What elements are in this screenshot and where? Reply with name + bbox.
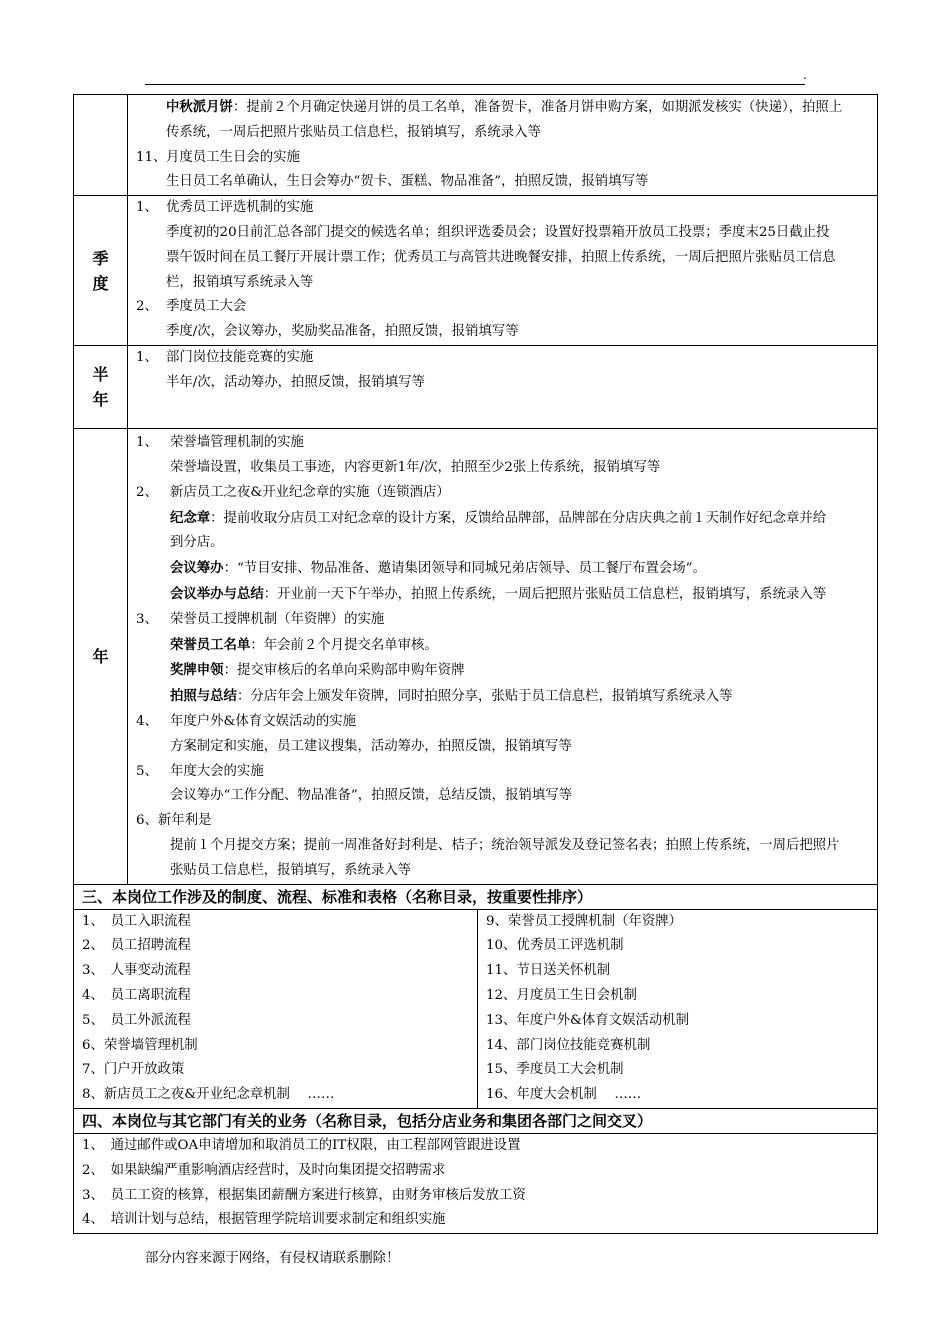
item-11-detail: 生日员工名单确认，生日会筹办“贺卡、蛋糕、物品准备”，拍照反馈，报销填写等 — [166, 174, 649, 190]
year-item-2-a: 纪念章：提前收取分店员工对纪念章的设计方案，反馈给品牌部，品牌部在分店庆典之前１天制作好纪念章并给 — [170, 509, 827, 526]
year-row — [74, 429, 878, 884]
list-item: 5、 员工外派流程 — [82, 1012, 191, 1028]
year-item-2-c: 会议举办与总结：开业前一天下午举办，拍照上传系统，一周后把照片张贴员工信息栏，报销填写，系统录入等 — [170, 585, 827, 602]
header-rule — [145, 84, 805, 85]
list-item: 4、 员工离职流程 — [82, 987, 191, 1003]
year-item-5-title: 5、 年度大会的实施 — [136, 763, 264, 779]
quarter-item-2-detail: 季度/次，会议筹办，奖励奖品准备，拍照反馈，报销填写等 — [166, 324, 519, 340]
year-item-4-title: 4、 年度户外&体育文娱活动的实施 — [136, 713, 356, 729]
period-year: 年 — [74, 429, 128, 884]
year-item-1-title: 1、 荣誉墙管理机制的实施 — [136, 435, 304, 451]
year-item-4-detail: 方案制定和实施，员工建议搜集，活动筹办，拍照反馈，报销填写等 — [170, 738, 572, 754]
quarter-row — [74, 196, 878, 346]
list-item: 10、优秀员工评选机制 — [486, 938, 624, 954]
quarter-item-1-detail-3: 栏，报销填写系统录入等 — [166, 274, 314, 290]
mid-autumn-line-2: 传系统，一周后把照片张贴员工信息栏，报销填写，系统录入等 — [166, 124, 541, 140]
list-item: 2、 员工招聘流程 — [82, 938, 191, 954]
section-3-title: 三、本岗位工作涉及的制度、流程、标准和表格（名称目录，按重要性排序） — [74, 884, 878, 909]
half-year-item-1-title: 1、 部门岗位技能竞赛的实施 — [136, 350, 314, 366]
year-item-2-title: 2、 新店员工之夜&开业纪念章的实施（连锁酒店） — [136, 484, 450, 500]
section-3-right-list — [478, 909, 878, 1108]
list-item: 12、月度员工生日会机制 — [486, 987, 637, 1003]
year-item-3-title: 3、 荣誉员工授牌机制（年资牌）的实施 — [136, 611, 385, 627]
list-item: 9、荣誉员工授牌机制（年资牌） — [486, 913, 682, 929]
year-item-3-c: 拍照与总结：分店年会上颁发年资牌，同时拍照分享，张贴于员工信息栏，报销填写系统录入等 — [170, 688, 733, 705]
list-item: 8、新店员工之夜&开业纪念章机制 …… — [82, 1087, 335, 1103]
section-4-title: 四、本岗位与其它部门有关的业务（名称目录，包括分店业务和集团各部门之间交叉） — [74, 1108, 878, 1133]
period-quarter: 季 度 — [74, 196, 128, 346]
year-item-6-detail-2: 张贴员工信息栏，报销填写，系统录入等 — [170, 862, 412, 878]
half-year-item-1-detail: 半年/次，活动筹办，拍照反馈，报销填写等 — [166, 374, 425, 390]
list-item: 4、 培训计划与总结，根据管理学院培训要求制定和组织实施 — [82, 1212, 446, 1228]
list-item: 11、节日送关怀机制 — [486, 963, 611, 979]
section-4-list — [74, 1133, 878, 1233]
footer-disclaimer: 部分内容来源于网络，有侵权请联系删除！ — [145, 1251, 400, 1266]
year-item-2-a-cont: 到分店。 — [170, 535, 224, 551]
quarter-item-1-detail-2: 票午饭时间在员工餐厅开展计票工作；优秀员工与高管共进晚餐安排，拍照上传系统，一周后把照片张贴员工信息 — [166, 249, 836, 265]
year-item-2-b: 会议筹办：“节目安排、物品准备、邀请集团领导和同城兄弟店领导、员工餐厅布置会场”。 — [170, 560, 706, 577]
quarter-item-2-title: 2、 季度员工大会 — [136, 299, 247, 315]
year-item-3-b: 奖牌申领：提交审核后的名单向采购部申购年资牌 — [170, 662, 465, 679]
section-4-list-row — [74, 1133, 878, 1233]
list-item: 2、 如果缺编严重影响酒店经营时，及时向集团提交招聘需求 — [82, 1162, 446, 1178]
section-3-left-list — [74, 909, 478, 1108]
quarter-item-1-detail-1: 季度初的20日前汇总各部门提交的候选名单；组织评选委员会；设置好投票箱开放员工投票；季度末25日截止投 — [166, 224, 830, 240]
year-item-6-title: 6、新年利是 — [136, 813, 212, 829]
list-item: 7、门户开放政策 — [82, 1062, 185, 1078]
quarter-item-1-title: 1、 优秀员工评选机制的实施 — [136, 200, 314, 216]
year-item-3-a: 荣誉员工名单：年会前２个月提交名单审核。 — [170, 636, 438, 653]
year-item-6-detail-1: 提前１个月提交方案；提前一周准备好封利是、桔子；统治领导派发及登记签名表；拍照上传系统，一周后把照片 — [170, 837, 840, 853]
section-3-lists-row — [74, 909, 878, 1108]
header-mark: . — [803, 68, 807, 82]
list-item: 14、部门岗位技能竞赛机制 — [486, 1037, 651, 1053]
half-year-row — [74, 346, 878, 429]
list-item: 1、 员工入职流程 — [82, 913, 191, 929]
item-11-title: 11、月度员工生日会的实施 — [136, 149, 300, 165]
period-cell-empty — [74, 95, 128, 196]
year-item-1-detail: 荣誉墙设置，收集员工事迹，内容更新1年/次，拍照至少2张上传系统，报销填写等 — [170, 459, 661, 475]
year-item-5-detail: 会议筹办“工作分配、物品准备”，拍照反馈，总结反馈，报销填写等 — [170, 788, 573, 804]
mid-autumn-line: 中秋派月饼：提前２个月确定快递月饼的员工名单，准备贺卡，准备月饼申购方案，如期派发核实（快递），拍照上 — [166, 99, 843, 115]
list-item: 15、季度员工大会机制 — [486, 1062, 624, 1078]
section-3-header-row — [74, 884, 878, 909]
period-half-year: 半 年 — [74, 346, 128, 429]
list-item: 13、年度户外&体育文娱活动机制 — [486, 1012, 690, 1028]
list-item: 1、 通过邮件或OA申请增加和取消员工的IT权限，由工程部网管跟进设置 — [82, 1137, 521, 1153]
job-description-table — [73, 94, 878, 1234]
list-item: 6、荣誉墙管理机制 — [82, 1037, 198, 1053]
list-item: 16、年度大会机制 …… — [486, 1087, 642, 1103]
monthly-continuation-row — [74, 95, 878, 196]
list-item: 3、 员工工资的核算，根据集团薪酬方案进行核算，由财务审核后发放工资 — [82, 1187, 526, 1203]
list-item: 3、 人事变动流程 — [82, 963, 191, 979]
section-4-header-row — [74, 1108, 878, 1133]
